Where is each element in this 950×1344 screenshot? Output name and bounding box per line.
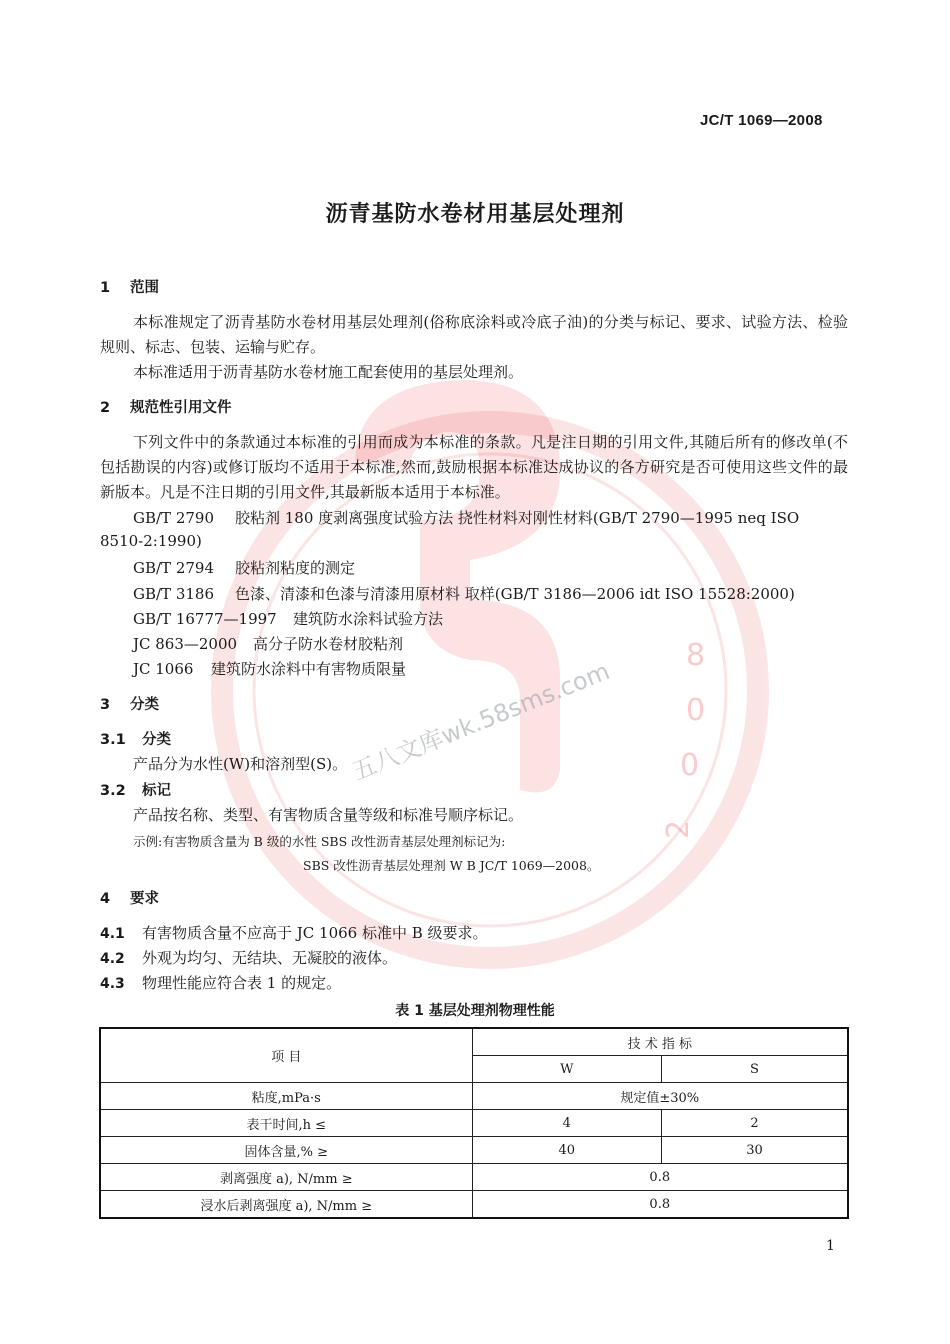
- example-label: 示例:有害物质含量为 B 级的水性 SBS 改性沥青基层处理剂标记为:: [133, 834, 506, 849]
- header-item: 项 目: [100, 1028, 472, 1083]
- requirement-item: 4.3 物理性能应符合表 1 的规定。: [100, 974, 342, 992]
- header-spec: 技 术 指 标: [472, 1028, 848, 1056]
- section-2-paragraph: 下列文件中的条款通过本标准的引用而成为本标准的条款。凡是注日期的引用文件,其随后所有的修改单(不包括勘误的内容)或修订版均不适用于本标准,然而,鼓励根据本标准达成协议的各方研究是否可使用这些文件的最新版本。凡是不注日期的引用文件,其最新版本适用于本标准。: [100, 433, 848, 501]
- section-3-1-text: 产品分为水性(W)和溶剂型(S)。: [133, 755, 348, 773]
- table-row: 粘度,mPa·s 规定值±30%: [100, 1083, 848, 1110]
- svg-text:2: 2: [661, 819, 696, 839]
- standard-code: JC/T 1069—2008: [700, 112, 823, 129]
- header-s: S: [662, 1056, 849, 1083]
- svg-text:8: 8: [686, 638, 706, 673]
- reference-item: JC 1066 建筑防水涂料中有害物质限量: [133, 660, 407, 678]
- section-3-1-heading: 3.1 分类: [100, 732, 171, 748]
- requirement-item: 4.2 外观为均匀、无结块、无凝胶的液体。: [100, 949, 398, 967]
- svg-text:0: 0: [680, 748, 700, 783]
- section-3-2-text: 产品按名称、类型、有害物质含量等级和标准号顺序标记。: [133, 806, 524, 824]
- table-row: 浸水后剥离强度 a), N/mm ≥ 0.8: [100, 1191, 848, 1219]
- section-1-paragraph-1: 本标准规定了沥青基防水卷材用基层处理剂(俗称底涂料或冷底子油)的分类与标记、要求、试验方法、检验规则、标志、包装、运输与贮存。: [100, 313, 848, 356]
- table-caption: 表 1 基层处理剂物理性能: [395, 1003, 555, 1019]
- reference-item: JC 863—2000 高分子防水卷材胶粘剂: [133, 635, 404, 653]
- table-row: 固体含量,% ≥ 40 30: [100, 1137, 848, 1164]
- header-w: W: [472, 1056, 661, 1083]
- section-2-heading: 2 规范性引用文件: [100, 400, 232, 416]
- document-title: 沥青基防水卷材用基层处理剂: [325, 202, 625, 227]
- page-number: 1: [826, 1238, 835, 1254]
- reference-item-continued: 8510-2:1990): [100, 532, 202, 550]
- section-4-heading: 4 要求: [100, 891, 159, 907]
- table-row: 剥离强度 a), N/mm ≥ 0.8: [100, 1164, 848, 1191]
- svg-text:0: 0: [686, 693, 706, 728]
- requirement-item: 4.1 有害物质含量不应高于 JC 1066 标准中 B 级要求。: [100, 924, 488, 942]
- section-1-paragraph-2: 本标准适用于沥青基防水卷材施工配套使用的基层处理剂。: [133, 363, 524, 381]
- section-1-heading: 1 范围: [100, 280, 159, 296]
- reference-item: GB/T 3186 色漆、清漆和色漆与清漆用原材料 取样(GB/T 3186—2006 idt ISO 15528:2000): [133, 585, 795, 603]
- section-3-heading: 3 分类: [100, 697, 159, 713]
- table-row: 表干时间,h ≤ 4 2: [100, 1110, 848, 1137]
- reference-item: GB/T 2790 胶粘剂 180 度剥离强度试验方法 挠性材料对刚性材料(GB/T 2790—1995 neq ISO: [133, 509, 800, 527]
- physical-properties-table: [99, 1027, 849, 1219]
- example-mark: SBS 改性沥青基层处理剂 W B JC/T 1069—2008。: [303, 858, 600, 873]
- watermark-text: 五八文库wk.58sms.com: [348, 657, 614, 786]
- reference-item: GB/T 2794 胶粘剂粘度的测定: [133, 559, 356, 577]
- reference-item: GB/T 16777—1997 建筑防水涂料试验方法: [133, 610, 444, 628]
- section-3-2-heading: 3.2 标记: [100, 783, 171, 799]
